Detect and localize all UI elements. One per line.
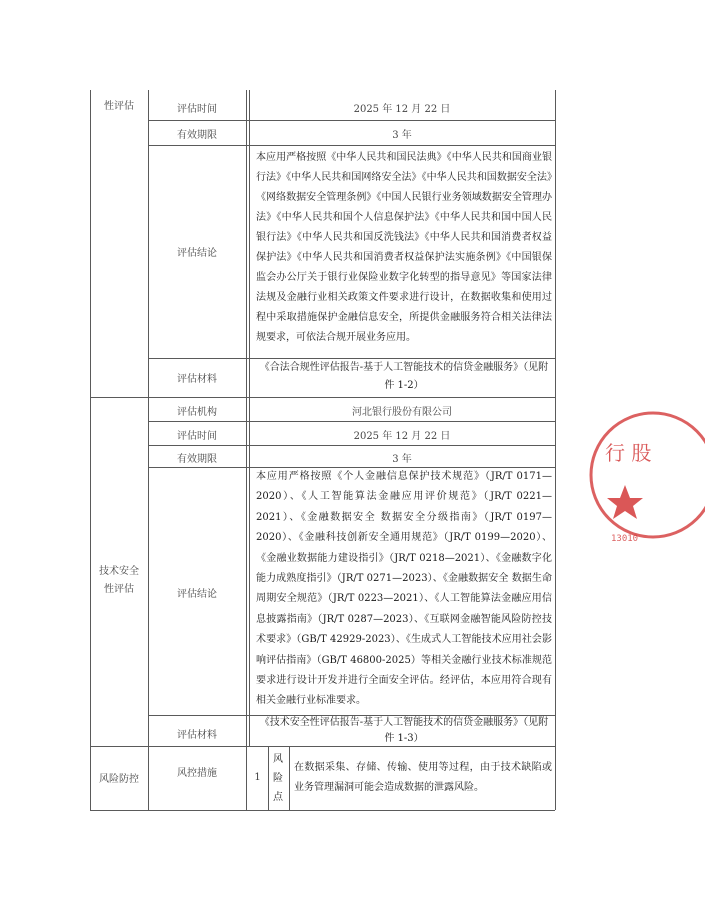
seal-stamp	[585, 400, 705, 550]
row-value: 河北银行股份有限公司	[352, 407, 452, 418]
row-value: 2025 年 12 月 22 日	[353, 431, 451, 442]
row-label: 评估结论	[177, 589, 217, 600]
section-line	[90, 810, 555, 811]
assessment-conclusion: 本应用严格按照《个人金融信息保护技术规范》（JR/T 0171—2020）、《人工智能算法金融应用评价规范》（JR/T 0221—2021）、《金融数据安全 数据安全分级指南》（JR/T 0197—2020）、《金融科技创新安全通用规范》（JR/T 0199—2020）、《金融业数据能力建设指引》（JR/T 0218—2021）、《金融数字化能力成熟度指引》（JR/T 0271—2023）、《金融数据安全 数据生命周期安全规范》（JR/T 0223—2021）、《人工智能算法金融应用信息披露指南》（JR/T 0287—2023）、《互联网金融智能风险防控技术要求》（GB/T 42929-2023）、《生成式人工智能技术应用社会影响评估指南》（GB/T 46800-2025）等相关金融行业技术标准规范要求进行设计开发并进行全面安全评估。经评估，本应用符合现有相关金融行业标准要求。	[256, 471, 552, 707]
row-label: 评估材料	[177, 374, 217, 385]
assessment-material: 《合法合规性评估报告-基于人工智能技术的信贷金融服务》（见附件 1-2）	[259, 362, 549, 391]
row-label: 评估时间	[177, 104, 217, 115]
assessment-conclusion: 本应用严格按照《中华人民共和国民法典》《中华人民共和国商业银行法》《中华人民共和国网络安全法》《中华人民共和国数据安全法》《网络数据安全管理条例》《中国人民银行业务领域数据安全管理办法》《中华人民共和国个人信息保护法》《中华人民共和国中国人民银行法》《中华人民共和国反洗钱法》《中华人民共和国消费者权益保护法》《中华人民共和国消费者权益保护法实施条例》《中国银保监会办公厅关于银行业保险业数字化转型的指导意见》等国家法律法规及金融行业相关政策文件要求进行设计，在数据收集和使用过程中采取措施保护金融信息安全，所提供金融服务符合相关法律法规要求，可依法合规开展业务应用。	[256, 152, 552, 343]
row-label: 评估材料	[177, 730, 217, 741]
row-line	[148, 421, 555, 422]
risk-sublabel-divider	[289, 746, 290, 810]
row-label: 有效期限	[177, 454, 217, 465]
row-line	[148, 120, 555, 121]
row-label: 评估结论	[177, 248, 217, 259]
row-label: 风控措施	[177, 768, 217, 779]
row-value: 3 年	[392, 454, 412, 465]
row-line	[148, 445, 555, 446]
category-label: 性评估	[104, 101, 134, 112]
row-value: 3 年	[392, 130, 412, 141]
risk-index-divider	[268, 746, 269, 810]
category-col-divider	[148, 90, 149, 810]
assessment-material: 《技术安全性评估报告-基于人工智能技术的信贷金融服务》（见附件 1-3）	[259, 717, 549, 744]
risk-description: 在数据采集、存储、传输、使用等过程，由于技术缺陷或业务管理漏洞可能会造成数据的泄露风险。	[294, 762, 552, 793]
risk-index: 1	[254, 772, 261, 783]
label-col-divider	[246, 90, 247, 746]
row-value: 2025 年 12 月 22 日	[353, 104, 451, 115]
section-line	[90, 397, 555, 398]
row-label: 评估时间	[177, 431, 217, 442]
risk-sublabel: 风险点	[273, 754, 283, 803]
row-label: 评估机构	[177, 407, 217, 418]
svg-text:行 股: 行 股	[605, 441, 652, 465]
category-label: 技术安全性评估	[99, 566, 139, 595]
table-right-border	[555, 90, 556, 810]
svg-text:13010: 13010	[611, 534, 639, 544]
label-col-divider-inner	[249, 90, 250, 746]
row-line	[148, 145, 555, 146]
table-left-border	[90, 90, 91, 810]
category-label: 风险防控	[99, 774, 139, 785]
row-label: 有效期限	[177, 130, 217, 141]
